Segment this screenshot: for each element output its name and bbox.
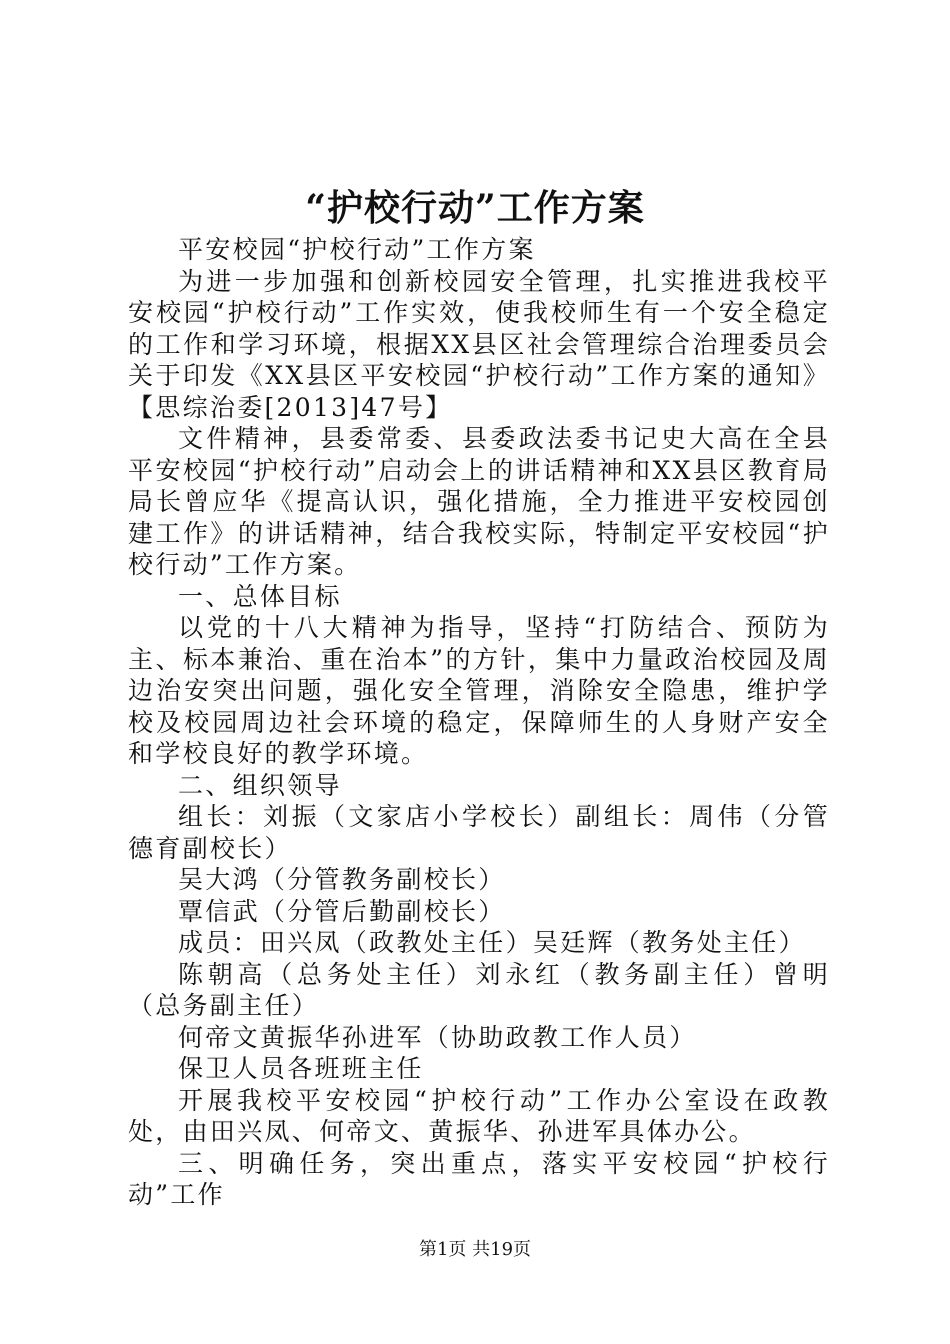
document-title: “护校行动”工作方案 xyxy=(305,187,645,229)
document-body xyxy=(128,234,830,1211)
section-heading-leadership: 二、组织领导 xyxy=(178,770,342,800)
paragraph-members-4: 保卫人员各班班主任 xyxy=(178,1054,424,1083)
section-heading-goals: 一、总体目标 xyxy=(178,581,342,611)
paragraph-leader: 组长：刘振（文家店小学校长）副组长：周伟（分管德育副校长） xyxy=(128,802,830,863)
paragraph-members-1: 成员：田兴凤（政教处主任）吴廷辉（教务处主任） xyxy=(178,928,806,957)
paragraph-intro: 为进一步加强和创新校园安全管理，扎实推进我校平安校园“护校行动”工作实效，使我校师生有一个安全稳定的工作和学习环境，根据XX县区社会管理综合治理委员会关于印发《XX县区平安校园“护校行动”工作方案的通知》【思综治委[2013]47号】 xyxy=(128,266,830,422)
paragraph-members-3: 何帝文黄振华孙进军（协助政教工作人员） xyxy=(178,1022,697,1052)
paragraph-subtitle: 平安校园“护校行动”工作方案 xyxy=(178,235,536,264)
paragraph-basis: 文件精神，县委常委、县委政法委书记史大高在全县平安校园“护校行动”启动会上的讲话精神和XX县区教育局局长曾应华《提高认识，强化措施，全力推进平安校园创建工作》的讲话精神，结合我校实际，特制定平安校园“护校行动”工作方案。 xyxy=(128,424,830,579)
paragraph-deputy-2: 覃信武（分管后勤副校长） xyxy=(178,896,506,926)
page-footer: 第1页 共19页 xyxy=(418,1239,532,1260)
paragraph-office: 开展我校平安校园“护校行动”工作办公室设在政教处，由田兴凤、何帝文、黄振华、孙进军具体办公。 xyxy=(128,1085,830,1146)
paragraph-members-2: 陈朝高（总务处主任）刘永红（教务副主任）曾明（总务副主任） xyxy=(128,959,830,1020)
paragraph-deputy-1: 吴大鸿（分管教务副校长） xyxy=(178,865,506,894)
section-heading-tasks: 三、明确任务，突出重点，落实平安校园“护校行动”工作 xyxy=(128,1148,830,1209)
paragraph-goals: 以党的十八大精神为指导，坚持“打防结合、预防为主、标本兼治、重在治本”的方针，集中力量政治校园及周边治安突出问题，强化安全管理，消除安全隐患，维护学校及校园周边社会环境的稳定，保障师生的人身财产安全和学校良好的教学环境。 xyxy=(128,613,830,768)
